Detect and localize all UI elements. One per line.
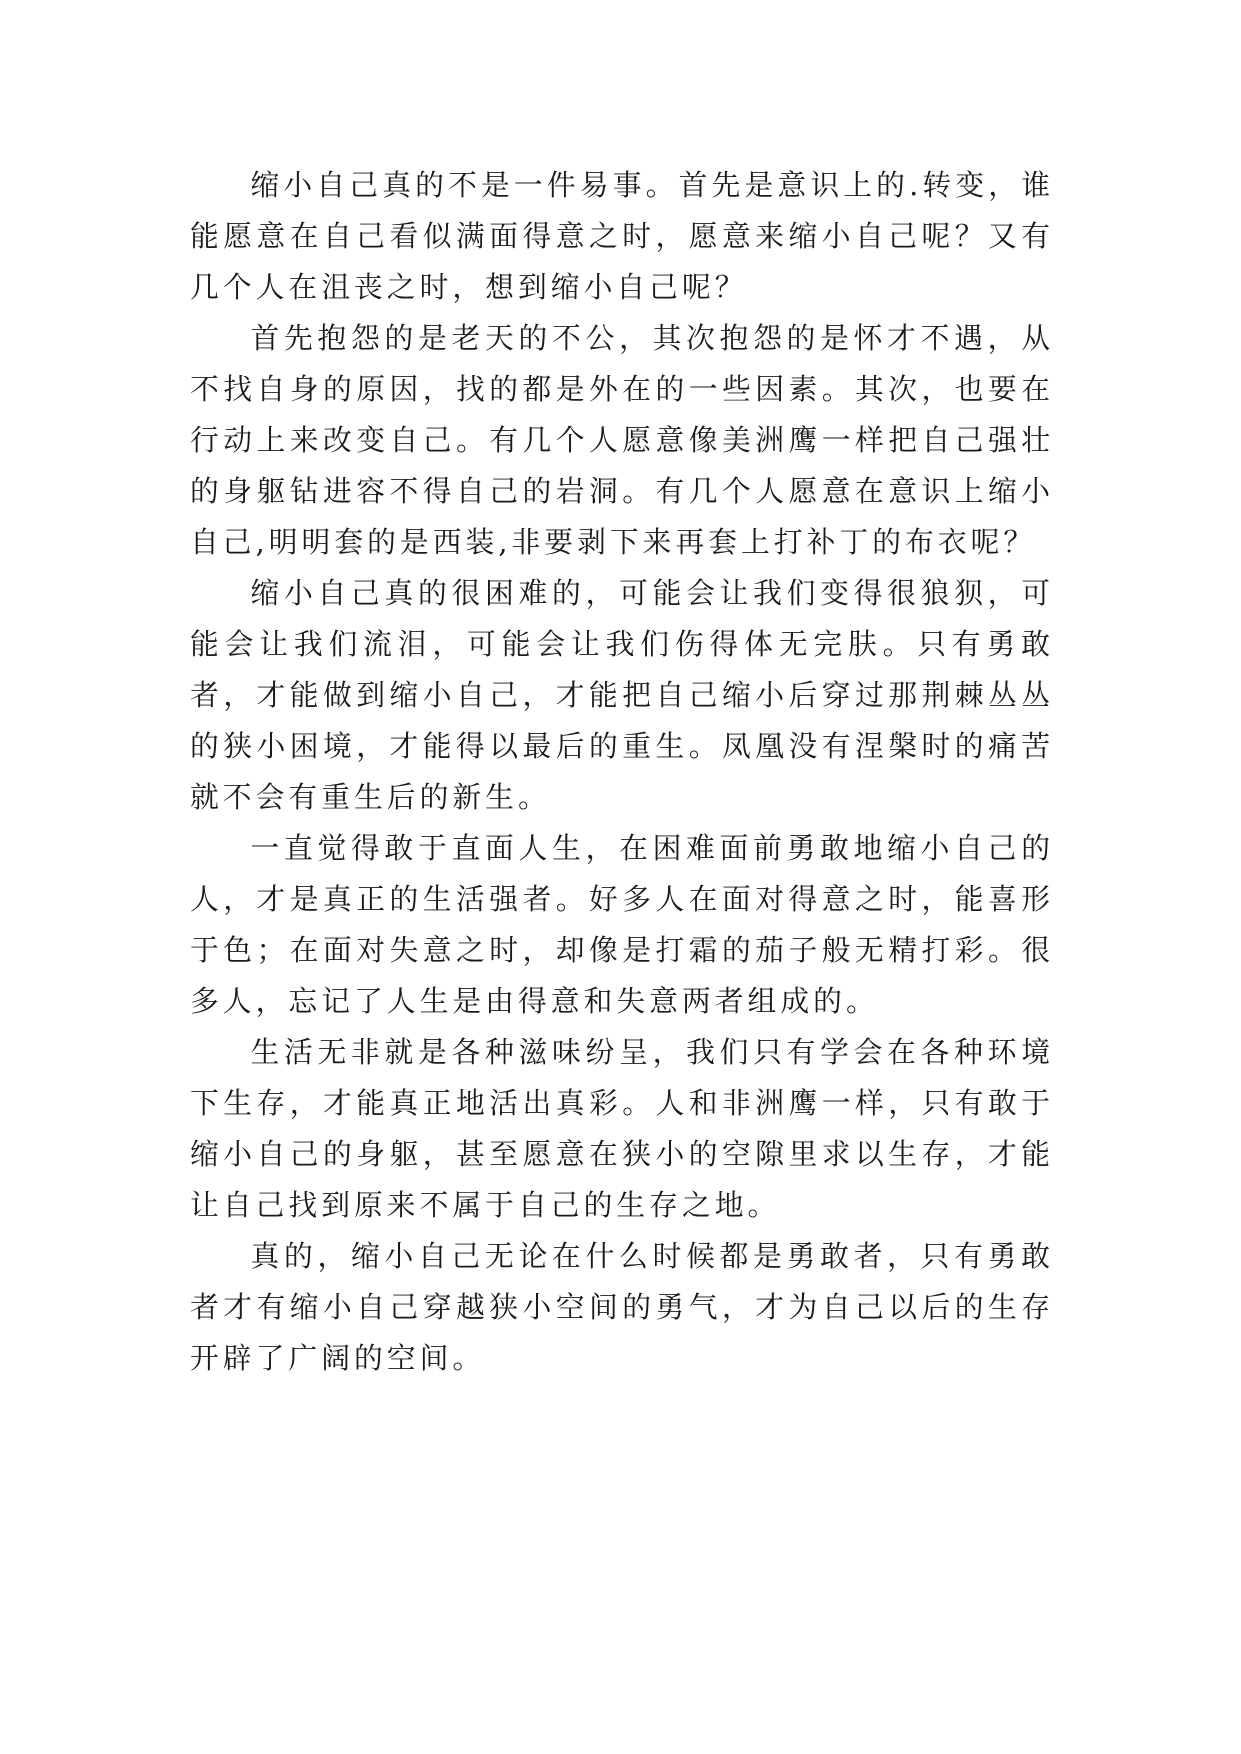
paragraph-2: 首先抱怨的是老天的不公，其次抱怨的是怀才不遇，从不找自身的原因，找的都是外在的一些因素。其次，也要在行动上来改变自己。有几个人愿意像美洲鹰一样把自己强壮的身躯钻进容不得自己的岩洞。有几个人愿意在意识上缩小自己,明明套的是西装,非要剥下来再套上打补丁的布衣呢？: [190, 321, 1054, 559]
paragraph-5: 生活无非就是各种滋味纷呈，我们只有学会在各种环境下生存，才能真正地活出真彩。人和非洲鹰一样，只有敢于缩小自己的身躯，甚至愿意在狭小的空隙里求以生存，才能让自己找到原来不属于自己的生存之地。: [190, 1035, 1054, 1222]
paragraph-4: 一直觉得敢于直面人生，在困难面前勇敢地缩小自己的人，才是真正的生活强者。好多人在面对得意之时，能喜形于色；在面对失意之时，却像是打霜的茄子般无精打彩。很多人，忘记了人生是由得意和失意两者组成的。: [190, 831, 1054, 1018]
document-body: [190, 160, 1054, 1384]
paragraph-1: 缩小自己真的不是一件易事。首先是意识上的.转变，谁能愿意在自己看似满面得意之时，愿意来缩小自己呢？又有几个人在沮丧之时，想到缩小自己呢？: [190, 168, 1054, 304]
paragraph-6: 真的，缩小自己无论在什么时候都是勇敢者，只有勇敢者才有缩小自己穿越狭小空间的勇气，才为自己以后的生存开辟了广阔的空间。: [190, 1239, 1054, 1375]
paragraph-3: 缩小自己真的很困难的，可能会让我们变得很狼狈，可能会让我们流泪，可能会让我们伤得体无完肤。只有勇敢者，才能做到缩小自己，才能把自己缩小后穿过那荆棘丛丛的狭小困境，才能得以最后的重生。凤凰没有涅槃时的痛苦就不会有重生后的新生。: [190, 576, 1054, 814]
